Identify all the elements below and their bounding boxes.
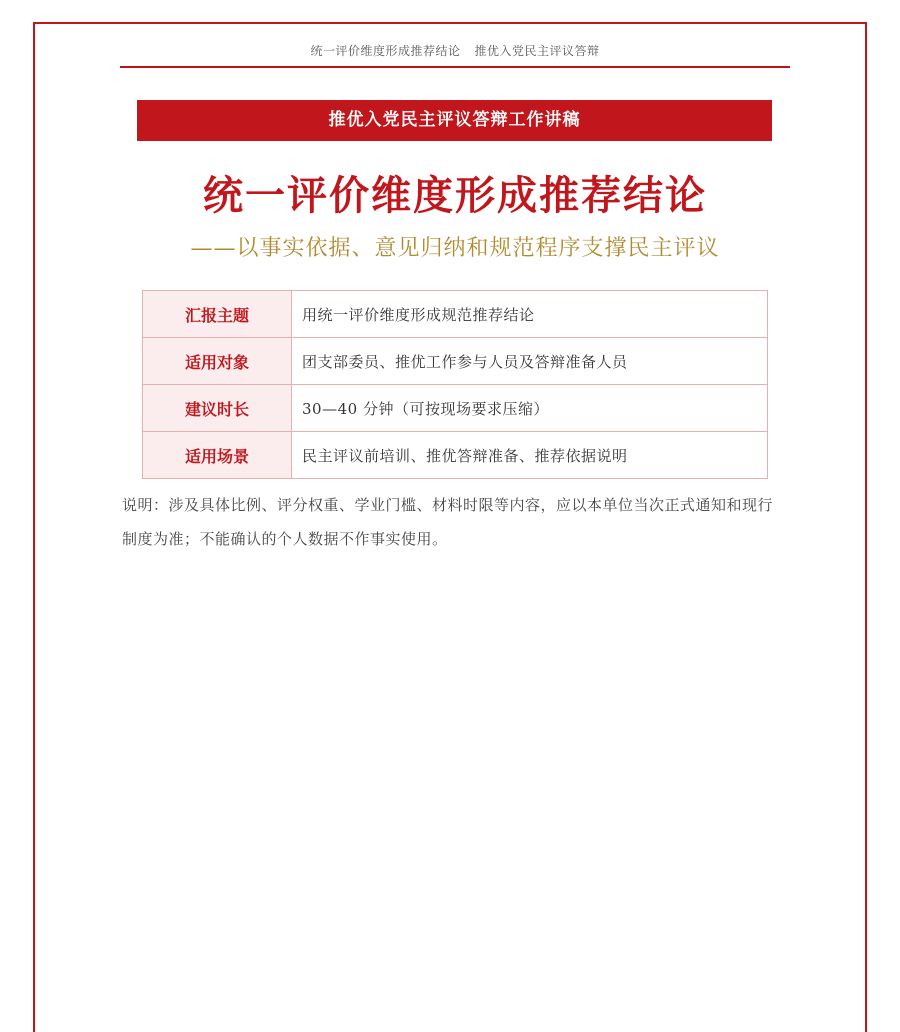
row-label: 适用对象 [143,338,292,385]
row-label: 汇报主题 [143,291,292,338]
running-header [120,42,790,59]
running-header-left: 统一评价维度形成推荐结论 [310,44,461,58]
banner-text: 推优入党民主评议答辩工作讲稿 [328,110,581,130]
table-row [143,385,768,432]
note-paragraph: 说明：涉及具体比例、评分权重、学业门槛、材料时限等内容，应以本单位当次正式通知和现行制度为准；不能确认的个人数据不作事实使用。 [122,496,774,548]
row-label: 适用场景 [143,432,292,479]
title-banner [137,100,772,141]
running-header-right: 推优入党民主评议答辩 [474,44,600,58]
header-rule [120,66,790,68]
row-value: 用统一评价维度形成规范推荐结论 [292,291,768,338]
row-value: 民主评议前培训、推优答辩准备、推荐依据说明 [292,432,768,479]
row-value: 30—40 分钟（可按现场要求压缩） [292,385,768,432]
table-row [143,338,768,385]
main-title: 统一评价维度形成推荐结论 [203,173,707,219]
subtitle: ——以事实依据、意见归纳和规范程序支撑民主评议 [190,236,720,261]
row-value: 团支部委员、推优工作参与人员及答辩准备人员 [292,338,768,385]
info-table [142,290,768,479]
row-label: 建议时长 [143,385,292,432]
table-row [143,291,768,338]
table-row [143,432,768,479]
